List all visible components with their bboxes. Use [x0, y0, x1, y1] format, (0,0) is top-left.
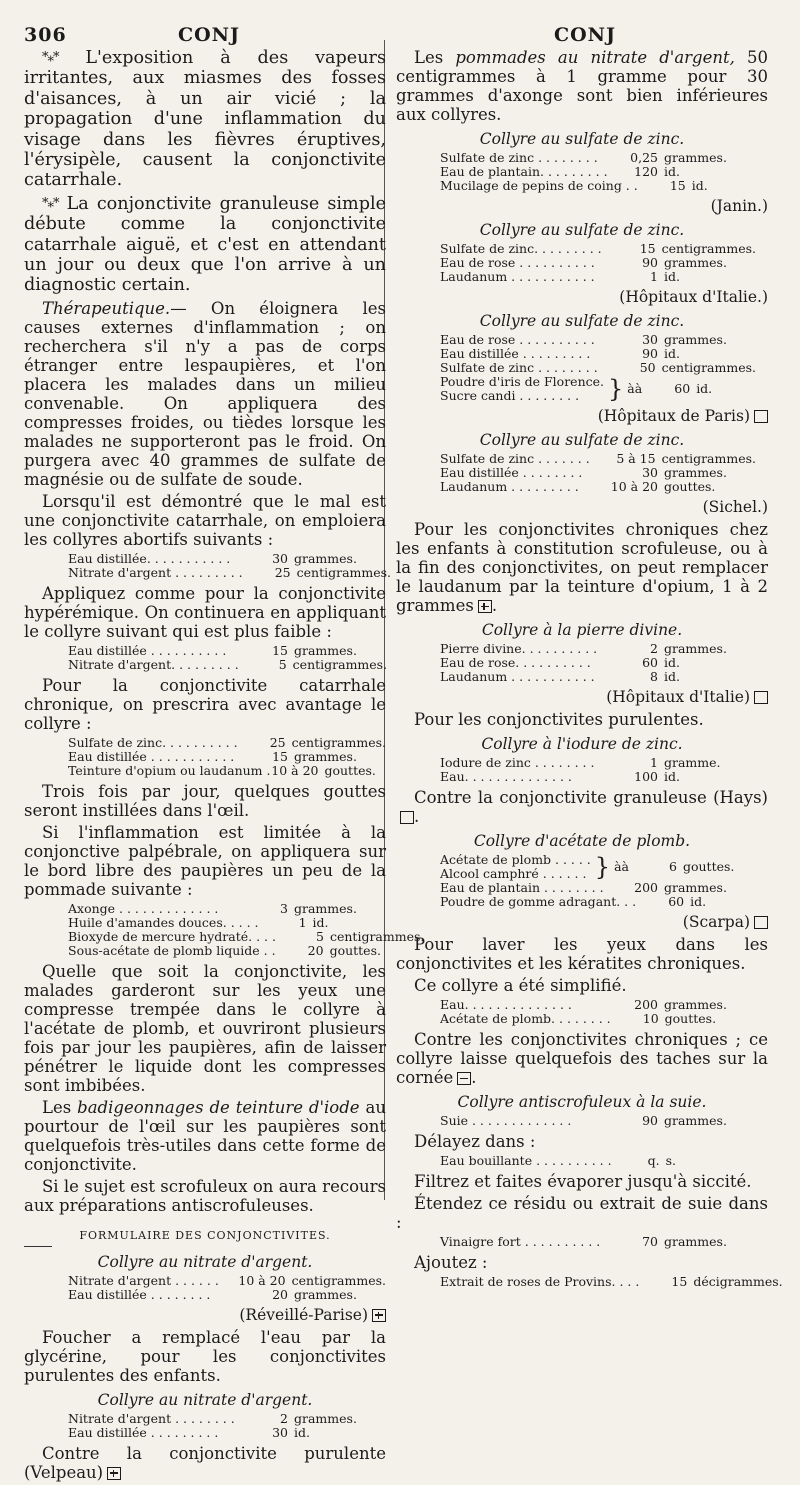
- paragraph: Contre la conjonctivite purulente (Velpeau): [24, 1443, 386, 1482]
- prescription: [440, 333, 756, 403]
- ingredient-name: Eau de plantain . . . . . . . .: [440, 880, 604, 895]
- prescription: [440, 853, 756, 909]
- recipe-title: Collyre au sulfate de zinc.: [479, 312, 685, 330]
- prescription-line: [440, 1235, 756, 1249]
- ingredient-name: Eau de rose. . . . . . . . . .: [440, 655, 591, 670]
- ingredient-unit: grammes.: [664, 332, 727, 347]
- ingredient-unit: centigrammes.: [291, 1272, 386, 1288]
- recipe-title: Collyre d'acétate de plomb.: [473, 832, 691, 850]
- ingredient-quantity: 60: [642, 655, 658, 670]
- running-head-left: CONJ: [178, 24, 241, 46]
- ingredient-quantity: 0,25: [630, 150, 658, 165]
- ingredient-name: Mucilage de pepins de coing . .: [440, 178, 638, 193]
- paragraph: *⁎* L'exposition à des vapeurs irritantes, aux miasmes des fosses d'aisances, à un air vicié ; la propagation d'une inflammation du visage dans les fièvres éruptives, l'érysipèle, causent la conjonctivite catarrhale.: [24, 48, 386, 191]
- ingredient-name: Acétate de plomb. . . . . . . .: [440, 1011, 611, 1026]
- prescription-line: [440, 242, 756, 256]
- paragraph: Appliquez comme pour la conjonctivite hypérémique. On continuera en appliquant le collyre suivant qui est plus faible :: [24, 583, 386, 641]
- ingredient-quantity: 15: [272, 642, 288, 658]
- ingredient-name: Suie . . . . . . . . . . . . .: [440, 1113, 572, 1128]
- ingredient-quantity: 2: [280, 1410, 288, 1426]
- ingredient-quantity: 15: [272, 748, 288, 764]
- ingredient-name: Bioxyde de mercure hydraté. . . .: [68, 928, 276, 944]
- paragraph: Pour la conjonctivite catarrhale chronique, on prescrira avec avantage le collyre :: [24, 675, 386, 733]
- prescription-line: [68, 1426, 386, 1440]
- ingredient-quantity: 10 à 20: [271, 762, 319, 778]
- ingredient-quantity: 5: [316, 928, 324, 944]
- paragraph: Pour les conjonctivites purulentes.: [414, 710, 704, 729]
- ingredient-unit: id.: [664, 346, 680, 361]
- prescription-line: [68, 658, 386, 672]
- prescription: [440, 998, 756, 1026]
- ingredient-name: Nitrate d'argent. . . . . . . . .: [68, 656, 239, 672]
- ingredient-unit: gouttes.: [664, 479, 716, 494]
- ingredient-unit: id.: [664, 655, 680, 670]
- paragraph: Quelle que soit la conjonctivite, les malades garderont sur les yeux une compresse trempée dans le collyre à l'acétate de plomb, et ouvriront plusieurs fois par jour les paupières, afin de laisser pénétrer le liquide dont les compresses sont imbibées.: [24, 961, 386, 1095]
- ingredient-name: Sulfate de zinc. . . . . . . . .: [440, 241, 602, 256]
- paragraph: Trois fois par jour, quelques gouttes seront instillées dans l'œil.: [24, 781, 386, 820]
- right-column: [396, 48, 783, 1293]
- prescription-line: [440, 756, 756, 770]
- ingredient-name: Nitrate d'argent . . . . . . . .: [68, 1410, 235, 1426]
- paragraph: Contre la conjonctivite granuleuse (Hays).: [396, 788, 768, 826]
- boxed-plus-icon: [478, 600, 492, 613]
- paragraph: Délayez dans :: [414, 1132, 536, 1151]
- ingredient-unit: gouttes.: [329, 942, 381, 958]
- paragraph: Si l'inflammation est limitée à la conjonctive palpébrale, on appliquera sur le bord libre des paupières un peu de la pommade suivante :: [24, 822, 386, 899]
- recipe-title: Collyre antiscrofuleux à la suie.: [457, 1093, 707, 1111]
- ingredient-quantity: 50: [639, 360, 656, 375]
- ingredient-quantity: 200: [634, 880, 658, 895]
- prescription-line: [440, 361, 756, 375]
- prescription-line: [440, 333, 756, 347]
- prescription: [440, 642, 756, 684]
- ingredient-name: Eau de rose . . . . . . . . . .: [440, 332, 595, 347]
- prescription-line: [68, 644, 386, 658]
- ingredient-unit: grammes.: [294, 900, 357, 916]
- ingredient-name: Laudanum . . . . . . . . . . .: [440, 669, 595, 684]
- boxed-minus-icon: [457, 1072, 471, 1085]
- recipe-source: (Janin.): [710, 197, 768, 215]
- paragraph: Pour laver les yeux dans les conjonctivites et les kératites chroniques.: [396, 935, 768, 973]
- ingredient-quantity: 20: [272, 1286, 288, 1302]
- ingredient-name: Vinaigre fort . . . . . . . . . .: [440, 1234, 601, 1249]
- ingredient-unit: grammes.: [664, 641, 727, 656]
- recipe-title: Collyre à l'iodure de zinc.: [481, 735, 683, 753]
- ingredient-name: Iodure de zinc . . . . . . . .: [440, 755, 595, 770]
- prescription: [68, 1274, 386, 1302]
- ingredient-unit: grammes.: [294, 550, 357, 566]
- section-rule: [24, 1246, 52, 1247]
- ingredient-name: Sulfate de zinc . . . . . . .: [440, 451, 590, 466]
- ingredient-quantity: 90: [642, 255, 658, 270]
- ingredient-unit: décigrammes.: [693, 1274, 783, 1289]
- prescription: [440, 756, 756, 784]
- prescription: [440, 1274, 783, 1289]
- ingredient-name: Eau de rose . . . . . . . . . .: [440, 255, 595, 270]
- paragraph: Foucher a remplacé l'eau par la glycérine, pour les conjonctivites purulentes des enfants.: [24, 1327, 386, 1385]
- prescription: [440, 1154, 756, 1168]
- ingredient-unit: grammes.: [664, 997, 727, 1012]
- ingredient-unit: grammes.: [664, 255, 727, 270]
- paragraph: Ajoutez :: [414, 1253, 488, 1272]
- ingredient-quantity: 90: [642, 1113, 658, 1128]
- ingredient-name: Eau distillée . . . . . . . . . .: [68, 642, 227, 658]
- ingredient-unit: id.: [312, 914, 329, 930]
- ingredient-name: Teinture d'opium ou laudanum .: [68, 762, 271, 778]
- boxed-square-icon: [400, 811, 414, 824]
- ingredient-unit: grammes.: [664, 1234, 727, 1249]
- prescription-line: [440, 347, 756, 361]
- ingredient-quantity: 100: [634, 769, 658, 784]
- brace-icon: }: [594, 853, 611, 881]
- ingredient-unit: centigrammes.: [291, 734, 386, 750]
- paragraph: Les pommades au nitrate d'argent, 50 centigrammes à 1 gramme pour 30 grammes d'axonge sont bien inférieures aux collyres.: [396, 48, 768, 124]
- ingredient-unit: grammes.: [294, 1410, 357, 1426]
- ingredient-name: Eau de plantain. . . . . . . . .: [440, 164, 608, 179]
- prescription-line: [68, 902, 386, 916]
- ingredient-quantity: 2: [650, 641, 658, 656]
- prescription-line: [440, 179, 756, 193]
- recipe-title: Collyre au nitrate d'argent.: [97, 1390, 313, 1409]
- recipe-source: (Hôpitaux d'Italie.): [619, 288, 768, 306]
- ingredient-name: Pierre divine. . . . . . . . . .: [440, 641, 598, 656]
- ingredient-unit: gouttes.: [324, 762, 376, 778]
- ingredient-quantity: 60: [668, 894, 685, 909]
- ingredient-quantity: 1: [650, 269, 658, 284]
- ingredient-unit: id.: [664, 164, 680, 179]
- ingredient-name: Sous-acétate de plomb liquide . .: [68, 942, 276, 958]
- ingredient-unit: gramme.: [664, 755, 721, 770]
- recipe-source: (Scarpa): [396, 913, 768, 931]
- paragraph: Pour les conjonctivites chroniques chez les enfants à constitution scrofuleuse, ou à la fin des conjonctivites, on peut remplacer le laudanum par la teinture d'opium, 1 à 2 grammes .: [396, 520, 768, 615]
- ingredient-quantity: 200: [634, 997, 658, 1012]
- prescription-line: [440, 270, 756, 284]
- ingredient-unit: gouttes.: [664, 1011, 717, 1026]
- ingredient-quantity: 1: [298, 914, 307, 930]
- boxed-plus-icon: [107, 1467, 121, 1480]
- paragraph: Si le sujet est scrofuleux on aura recours aux préparations antiscrofuleuses.: [24, 1176, 386, 1215]
- prescription-line: [440, 1154, 756, 1168]
- ingredient-name: Eau distillée . . . . . . . .: [68, 1286, 211, 1302]
- prescription-line: [68, 916, 386, 930]
- ingredient-quantity: 70: [642, 1234, 658, 1249]
- ingredient-unit: grammes.: [664, 1113, 727, 1128]
- asterism-icon: *⁎*: [42, 50, 59, 65]
- paragraph: Ce collyre a été simplifié.: [414, 976, 627, 995]
- recipe-title: Collyre au sulfate de zinc.: [479, 130, 685, 148]
- ingredient-quantity: 10 à 20: [610, 479, 658, 494]
- ingredient-unit: grammes.: [294, 1286, 357, 1302]
- ingredient-name: Sulfate de zinc. . . . . . . . . .: [68, 734, 238, 750]
- ingredient-name: Sulfate de zinc . . . . . . . .: [440, 360, 598, 375]
- prescription-line: [440, 656, 756, 670]
- prescription-line: [440, 1012, 756, 1026]
- ingredient-name: Laudanum . . . . . . . . . . .: [440, 269, 595, 284]
- prescription: [440, 452, 756, 494]
- ingredient-unit: grammes.: [294, 642, 357, 658]
- boxed-square-icon: [754, 410, 768, 423]
- ingredient-name: Laudanum . . . . . . . . .: [440, 479, 579, 494]
- ingredient-name: Extrait de roses de Provins. . . .: [440, 1274, 640, 1289]
- asterism-icon: *⁎*: [42, 195, 59, 211]
- prescription-aa-group: Poudre d'iris de Florence. Sucre candi . . . . . . . . } àà 60 id.: [440, 374, 713, 403]
- recipe-title: Collyre au nitrate d'argent.: [97, 1252, 313, 1271]
- boxed-plus-icon: [372, 1309, 386, 1322]
- prescription-line: [68, 750, 386, 764]
- recipe-source: (Hôpitaux de Paris): [396, 407, 768, 425]
- ingredient-quantity: 15: [671, 1274, 688, 1289]
- prescription: [68, 900, 425, 958]
- paragraph: Lorsqu'il est démontré que le mal est une conjonctivite catarrhale, on emploiera les collyres abortifs suivants :: [24, 491, 386, 549]
- recipe-source: (Hôpitaux d'Italie): [396, 688, 768, 706]
- boxed-square-icon: [754, 916, 768, 929]
- ingredient-quantity: 10 à 20: [238, 1272, 286, 1288]
- ingredient-quantity: 8: [650, 669, 658, 684]
- ingredient-name: Sulfate de zinc . . . . . . . .: [440, 150, 598, 165]
- prescription: [68, 736, 386, 778]
- ingredient-unit: grammes.: [664, 150, 727, 165]
- prescription: [440, 1114, 756, 1128]
- ingredient-name: Nitrate d'argent . . . . . .: [68, 1272, 219, 1288]
- prescription-line: [68, 1288, 386, 1302]
- ingredient-quantity: 30: [272, 1424, 288, 1440]
- ingredient-quantity: 90: [642, 346, 658, 361]
- prescription-line: [440, 1114, 756, 1128]
- prescription-line: [68, 1274, 386, 1288]
- ingredient-quantity: 15: [669, 178, 686, 193]
- ingredient-quantity: 25: [269, 734, 286, 750]
- ingredient-unit: centigrammes.: [661, 241, 756, 256]
- prescription: [440, 1235, 756, 1249]
- prescription-line: [440, 256, 756, 270]
- paragraph: Étendez ce résidu ou extrait de suie dans :: [396, 1194, 768, 1232]
- ingredient-unit: centigrammes.: [329, 928, 425, 944]
- prescription-line: [440, 165, 756, 179]
- ingredient-name: Eau distillée . . . . . . . . .: [440, 346, 591, 361]
- boxed-square-icon: [754, 691, 768, 704]
- prescription-line: [440, 1274, 783, 1289]
- prescription-line: [68, 764, 386, 778]
- ingredient-unit: id.: [664, 669, 680, 684]
- paragraph: Filtrez et faites évaporer jusqu'à siccité.: [414, 1172, 752, 1191]
- prescription: [440, 242, 756, 284]
- prescription-line: [440, 881, 756, 895]
- paragraph: Thérapeutique.— On éloignera les causes externes d'inflammation ; on recherchera s'il n'y a pas de corps étranger entre lespaupières, et l'on placera les malades dans un milieu convenable. On appliquera des compresses froides, ou tièdes lorsque les malades ne supporteront pas le froid. On purgera avec 40 grammes de sulfate de magnésie ou de sulfate de soude.: [24, 298, 386, 489]
- ingredient-quantity: 30: [272, 550, 288, 566]
- ingredient-unit: centigrammes.: [292, 656, 388, 672]
- recipe-title: Collyre au sulfate de zinc.: [479, 221, 685, 239]
- paragraph: Contre les conjonctivites chroniques ; ce collyre laisse quelquefois des taches sur la cornée .: [396, 1030, 768, 1087]
- prescription-line: [440, 895, 756, 909]
- ingredient-quantity: 30: [642, 332, 658, 347]
- ingredient-name: Eau distillée . . . . . . . . . . .: [68, 748, 235, 764]
- prescription-line: [440, 151, 756, 165]
- prescription-aa-group: Acétate de plomb . . . . . Alcool camphré . . . . . . } àà 6 gouttes.: [440, 852, 735, 881]
- paragraph: *⁎* La conjonctivite granuleuse simple débute comme la conjonctivite catarrhale aiguë, et c'est en attendant un jour ou deux que l'on arrive à un diagnostic certain.: [24, 193, 386, 296]
- ingredient-name: Eau distillée. . . . . . . . . . .: [68, 550, 231, 566]
- prescription-line: [440, 452, 756, 466]
- ingredient-quantity: 5: [278, 656, 287, 672]
- prescription: [68, 550, 392, 580]
- ingredient-quantity: q.: [647, 1153, 660, 1168]
- ingredient-unit: centigrammes.: [661, 451, 756, 466]
- prescription-line: [440, 466, 756, 480]
- prescription-line: [440, 670, 756, 684]
- brace-icon: }: [608, 375, 624, 403]
- ingredient-unit: centigrammes.: [661, 360, 756, 375]
- recipe-source: (Sichel.): [702, 498, 768, 516]
- prescription: [68, 1412, 386, 1440]
- prescription-line: [68, 1412, 386, 1426]
- prescription-line: [68, 736, 386, 750]
- ingredient-name: Huile d'amandes douces. . . . .: [68, 914, 259, 930]
- prescription-line: [440, 642, 756, 656]
- ingredient-unit: id.: [664, 769, 680, 784]
- ingredient-quantity: 30: [642, 465, 658, 480]
- ingredient-unit: centigrammes.: [296, 564, 392, 580]
- ingredient-unit: grammes.: [664, 880, 727, 895]
- running-head-right: CONJ: [554, 24, 617, 46]
- prescription-line: [440, 480, 756, 494]
- prescription: [68, 644, 386, 672]
- ingredient-quantity: 1: [650, 755, 658, 770]
- ingredient-name: Eau. . . . . . . . . . . . . .: [440, 997, 572, 1012]
- ingredient-quantity: 15: [639, 241, 656, 256]
- ingredient-unit: id.: [691, 178, 708, 193]
- ingredient-name: Eau distillée . . . . . . . . .: [68, 1424, 219, 1440]
- ingredient-quantity: 3: [280, 900, 288, 916]
- ingredient-unit: id.: [690, 894, 707, 909]
- section-heading: FORMULAIRE DES CONJONCTIVITES.: [79, 1228, 331, 1242]
- ingredient-quantity: 5 à 15: [616, 451, 656, 466]
- ingredient-name: Nitrate d'argent . . . . . . . . .: [68, 564, 243, 580]
- ingredient-unit: grammes.: [294, 748, 357, 764]
- prescription-line: [68, 564, 392, 580]
- ingredient-unit: grammes.: [664, 465, 727, 480]
- ingredient-quantity: 120: [634, 164, 658, 179]
- prescription-line: [68, 944, 386, 958]
- ingredient-name: Eau bouillante . . . . . . . . . .: [440, 1153, 612, 1168]
- prescription: [440, 151, 756, 193]
- ingredient-quantity: 20: [307, 942, 324, 958]
- ingredient-unit: id.: [294, 1424, 310, 1440]
- recipe-source: (Réveillé-Parise): [24, 1306, 386, 1324]
- ingredient-name: Poudre de gomme adragant. . .: [440, 894, 637, 909]
- prescription-line: [440, 998, 756, 1012]
- prescription-line: [440, 770, 756, 784]
- page-number: 306: [24, 24, 67, 46]
- ingredient-name: Axonge . . . . . . . . . . . . .: [68, 900, 219, 916]
- recipe-title: Collyre à la pierre divine.: [481, 621, 683, 639]
- ingredient-unit: s.: [665, 1153, 676, 1168]
- ingredient-name: Eau distillée . . . . . . . .: [440, 465, 583, 480]
- ingredient-quantity: 10: [642, 1011, 659, 1026]
- ingredient-unit: id.: [664, 269, 680, 284]
- left-column: [24, 48, 425, 1485]
- prescription-line: [68, 552, 386, 566]
- ingredient-name: Eau. . . . . . . . . . . . . .: [440, 769, 572, 784]
- ingredient-quantity: 25: [274, 564, 291, 580]
- paragraph: Les badigeonnages de teinture d'iode au pourtour de l'œil sur les paupières sont quelquefois très-utiles dans cette forme de conjonctivite.: [24, 1097, 386, 1174]
- recipe-title: Collyre au sulfate de zinc.: [479, 431, 685, 449]
- prescription-line: [68, 928, 425, 944]
